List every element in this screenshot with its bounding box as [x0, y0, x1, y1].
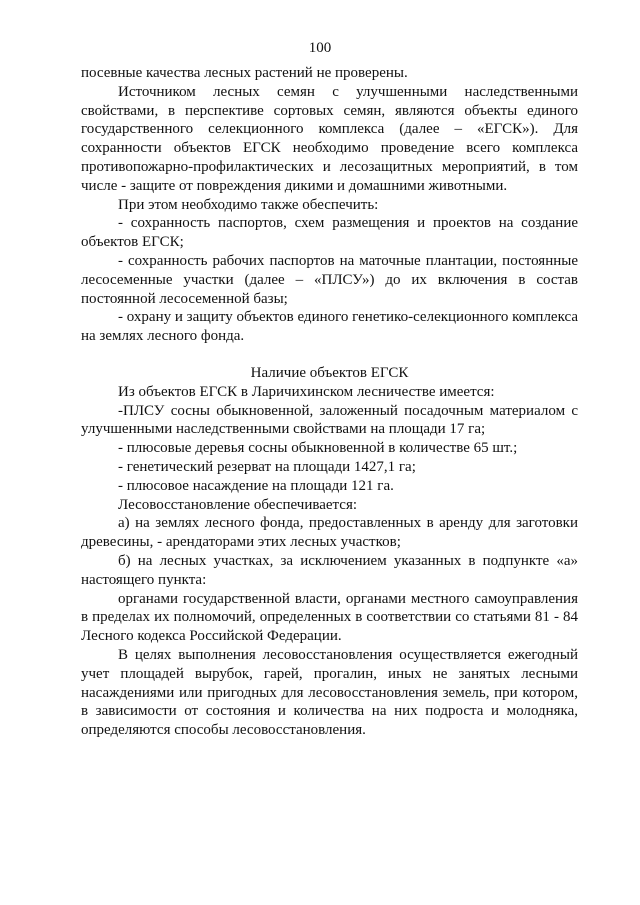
paragraph: органами государственной власти, органами местного самоуправления в пределах их полномочий, определенных в соответствии со статьями 81 - 84 Лесного кодекса Российской Федерации.	[81, 590, 578, 645]
paragraph: В целях выполнения лесовосстановления осуществляется ежегодный учет площадей вырубок, гарей, прогалин, иных не занятых лесными насаждениями или пригодных для лесовосстановления земель, при котором, в зависимости от состояния и количества на них подроста и молодняка, определяются способы лесовосстановления.	[81, 646, 578, 739]
list-item: - сохранность паспортов, схем размещения и проектов на создание объектов ЕГСК;	[81, 215, 578, 251]
paragraph: посевные качества лесных растений не проверены.	[81, 65, 408, 81]
page-number: 100	[308, 40, 332, 56]
list-item: - плюсовое насаждение на площади 121 га.	[118, 477, 394, 494]
list-item: -ПЛСУ сосны обыкновенной, заложенный посадочным материалом с улучшенными наследственными свойствами на площади 17 га;	[81, 402, 578, 438]
list-item: б) на лесных участках, за исключением указанных в подпункте «а» настоящего пункта:	[81, 552, 578, 588]
list-item: а) на землях лесного фонда, предоставленных в аренду для заготовки древесины, - арендаторами этих лесных участков;	[81, 515, 578, 551]
list-item: - генетический резерват на площади 1427,1 га;	[118, 458, 416, 475]
list-item: - плюсовые деревья сосны обыкновенной в количестве 65 шт.;	[118, 440, 518, 457]
paragraph: Лесовосстановление обеспечивается:	[118, 496, 358, 513]
section-heading: Наличие объектов ЕГСК	[250, 364, 409, 381]
paragraph: Из объектов ЕГСК в Ларичихинском лесничестве имеется:	[118, 383, 495, 400]
list-item: - сохранность рабочих паспортов на маточные плантации, постоянные лесосеменные участки (далее – «ПЛСУ») до их включения в состав постоянной лесосеменной базы;	[81, 252, 578, 307]
document-body	[81, 64, 578, 740]
paragraph: При этом необходимо также обеспечить:	[118, 196, 379, 213]
list-item: - охрану и защиту объектов единого генетико-селекционного комплекса на землях лесного фонда.	[81, 309, 578, 345]
paragraph: Источником лесных семян с улучшенными наследственными свойствами, в перспективе сортовых семян, являются объекты единого государственного селекционного комплекса (далее – «ЕГСК»). Для сохранности объектов ЕГСК необходимо проведение всего комплекса противопожарно-профилактических и лесозащитных мероприятий, в том числе - защите от повреждения дикими и домашними животными.	[81, 83, 578, 194]
